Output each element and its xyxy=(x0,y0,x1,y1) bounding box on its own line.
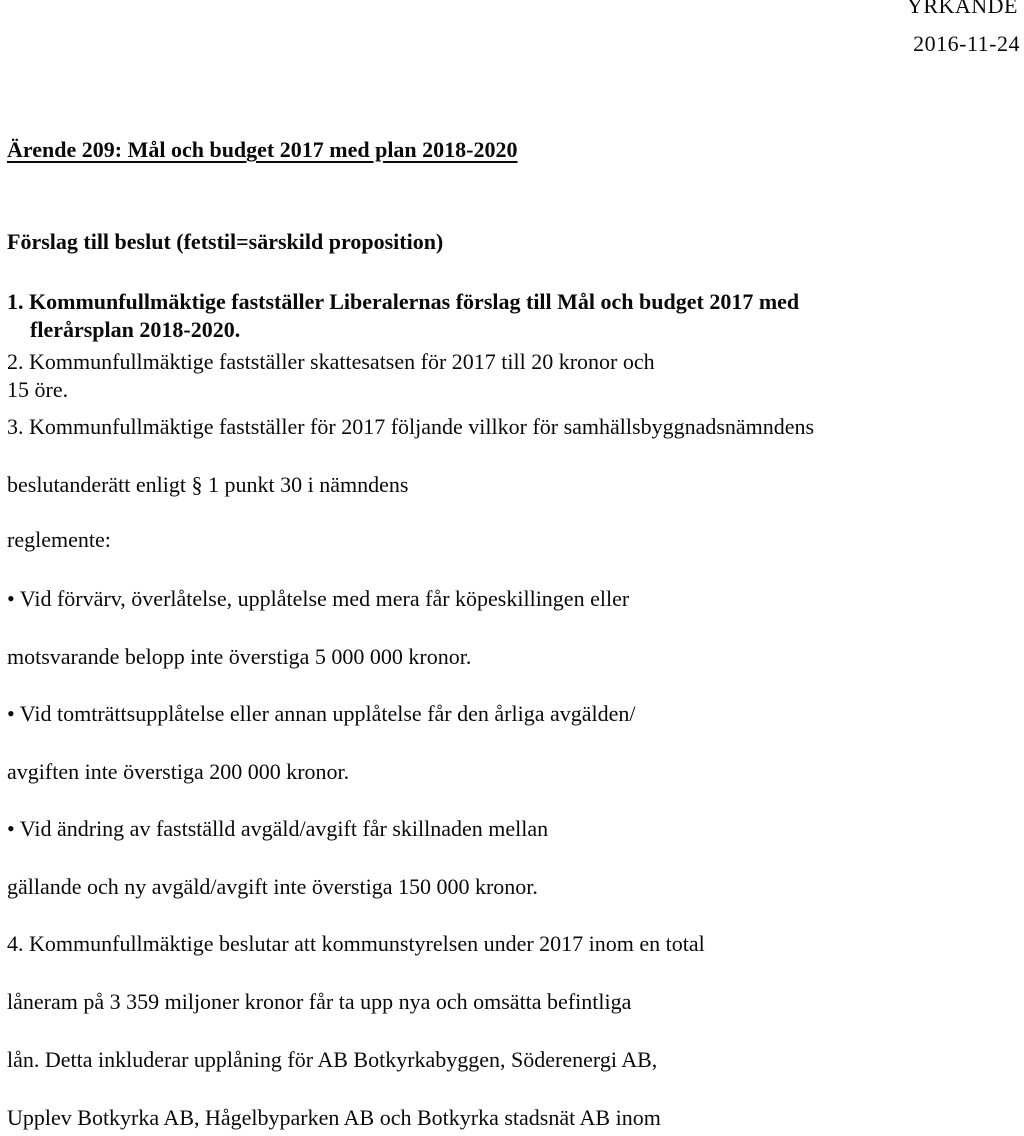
item-4-line-3: lån. Detta inkluderar upplåning för AB Botkyrkabyggen, Söderenergi AB, xyxy=(7,1047,658,1072)
item-3-line-3: reglemente: xyxy=(7,527,111,552)
item-3-line-1: 3. Kommunfullmäktige fastställer för 2017 följande villkor för samhällsbyggnadsnämndens xyxy=(7,414,815,439)
item-2-line-2: 15 öre. xyxy=(7,377,69,402)
bullet-2-line-1: • Vid tomträttsupplåtelse eller annan upplåtelse får den årliga avgälden/ xyxy=(7,701,636,726)
document-type-label: YRKANDE xyxy=(906,0,1018,18)
item-4-line-1: 4. Kommunfullmäktige beslutar att kommunstyrelsen under 2017 inom en total xyxy=(7,931,705,956)
item-1-line-2: flerårsplan 2018-2020. xyxy=(30,317,241,342)
bullet-3-line-2: gällande och ny avgäld/avgift inte överstiga 150 000 kronor. xyxy=(7,874,538,899)
page-title: Ärende 209: Mål och budget 2017 med plan 2018-2020 xyxy=(7,137,518,162)
item-1-line-1: 1. Kommunfullmäktige fastställer Liberalernas förslag till Mål och budget 2017 med xyxy=(7,289,800,314)
document-date: 2016-11-24 xyxy=(913,31,1020,56)
bullet-2-line-2: avgiften inte överstiga 200 000 kronor. xyxy=(7,759,350,784)
item-4-line-4: Upplev Botkyrka AB, Hågelbyparken AB och Botkyrka stadsnät AB inom xyxy=(7,1105,661,1130)
item-2-line-1: 2. Kommunfullmäktige fastställer skattesatsen för 2017 till 20 kronor och xyxy=(7,349,655,374)
bullet-3-line-1: • Vid ändring av fastställd avgäld/avgift får skillnaden mellan xyxy=(7,816,549,841)
item-4-line-2: låneram på 3 359 miljoner kronor får ta upp nya och omsätta befintliga xyxy=(7,989,632,1014)
bullet-1-line-2: motsvarande belopp inte överstiga 5 000 000 kronor. xyxy=(7,644,472,669)
item-3-line-2: beslutanderätt enligt § 1 punkt 30 i nämndens xyxy=(7,472,409,497)
bullet-1-line-1: • Vid förvärv, överlåtelse, upplåtelse med mera får köpeskillingen eller xyxy=(7,586,630,611)
proposal-heading: Förslag till beslut (fetstil=särskild proposition) xyxy=(7,229,444,254)
